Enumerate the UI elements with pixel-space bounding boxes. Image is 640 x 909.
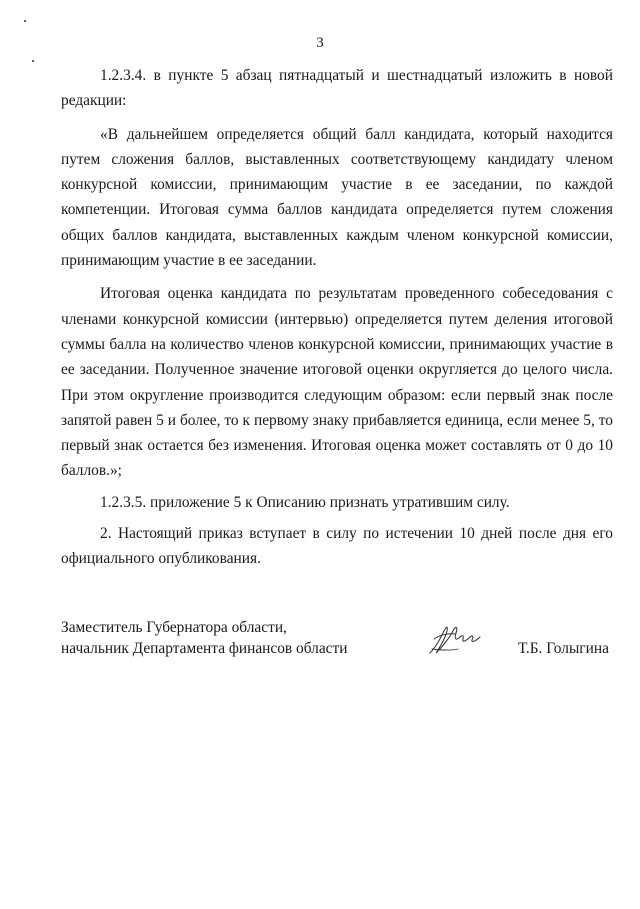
signer-name: Т.Б. Голыгина [518,640,609,657]
paragraph-1-2-3-5: 1.2.3.5. приложение 5 к Описанию признать утратившим силу. [100,493,510,511]
signature-block [61,617,621,665]
handwritten-signature [426,619,484,659]
scan-speck [24,20,26,22]
scan-speck [32,60,34,62]
signer-title-line-2: начальник Департамента финансов области [61,640,348,657]
signer-title-line-1: Заместитель Губернатора области, [61,619,287,636]
page-number: 3 [316,35,324,51]
paragraph-1-2-3-4: 1.2.3.4. в пункте 5 абзац пятнадцатый и шестнадцатый изложить в новой редакции: [61,67,613,110]
paragraph-quoted-total-score: «В дальнейшем определяется общий балл кандидата, который находится путем сложения баллов, выставленных соответствующему кандидату членом конкурсной комиссии, принимающим участие в ее заседании, по каждой компетенции. Итоговая сумма баллов кандидата определяется путем сложения общих баллов кандидата, выставленных каждым членом конкурсной комиссии, принимающим участие в ее заседании. [61,125,613,270]
document-body [61,63,613,572]
paragraph-final-assessment: Итоговая оценка кандидата по результатам проведенного собеседования с членами конкурсной комиссии (интервью) определяется путем деления итоговой суммы балла на количество членов конкурсной комиссии, принимающих участие в ее заседании. Полученное значение итоговой оценки округляется до целого числа. При этом округление производится следующим образом: если первый знак после запятой равен 5 и более, то к первому знаку прибавляется единица, если менее 5, то первый знак остается без изменения. Итоговая оценка может составлять от 0 до 10 баллов.»; [61,285,613,480]
signer-title [61,617,381,659]
paragraph-2-effective-date: 2. Настоящий приказ вступает в силу по истечении 10 дней после дня его официального опубликования. [61,525,613,568]
